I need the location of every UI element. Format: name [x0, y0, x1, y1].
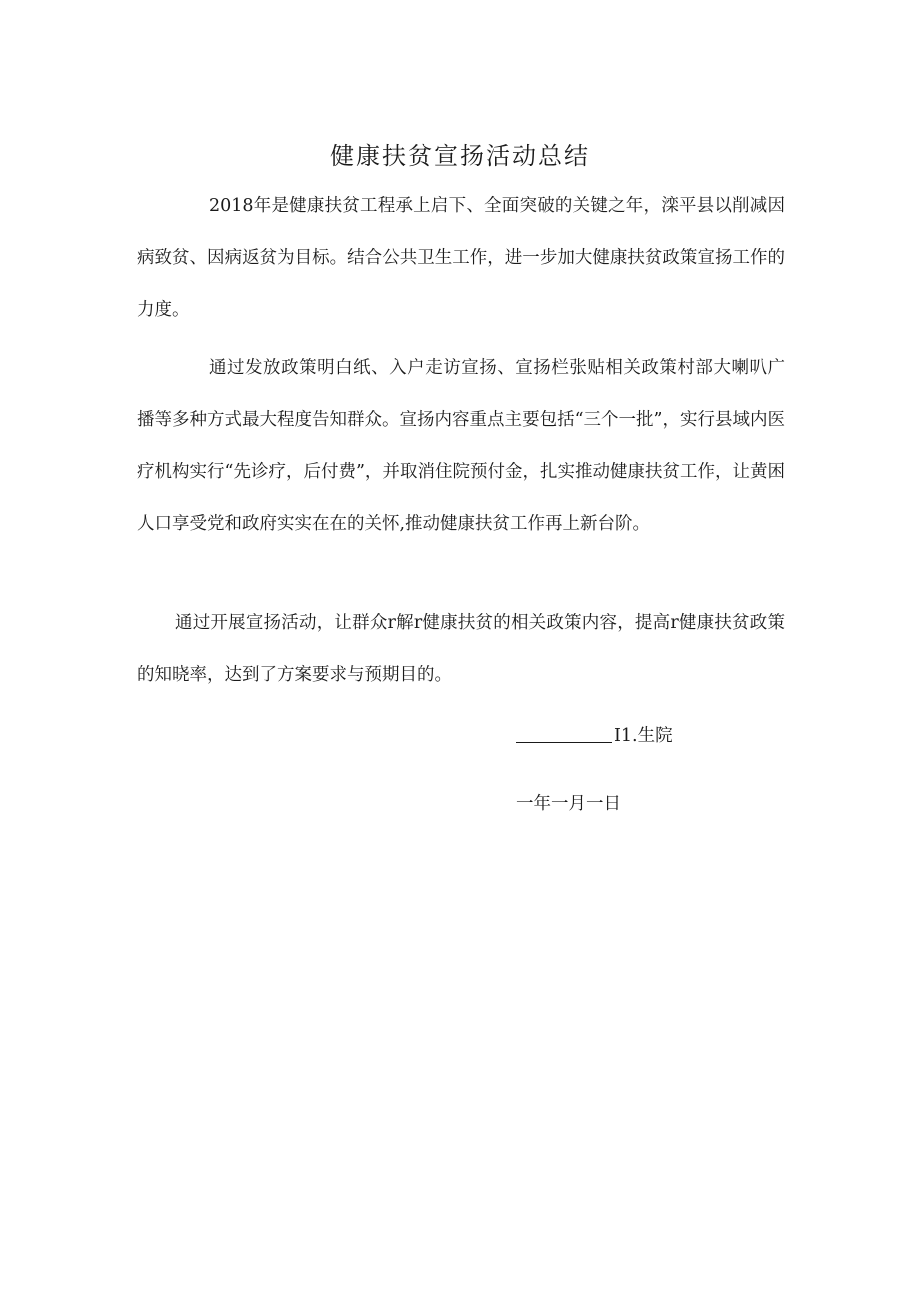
paragraph-intro: 2018年是健康扶贫工程承上启下、全面突破的关键之年，滦平县以削减因病致贫、因病返贫为目标。结合公共卫生工作，进一步加大健康扶贫政策宣扬工作的力度。	[137, 196, 785, 320]
paragraph-methods: 通过发放政策明白纸、入户走访宣扬、宣扬栏张贴相关政策村部大喇叭广播等多种方式最大程度告知群众。宣扬内容重点主要包括“三个一批”，实行县域内医疗机构实行“先诊疗，后付费”，并取消住院预付金，扎实推动健康扶贫工作，让黄困人口享受党和政府实实在在的关怀,推动健康扶贫工作再上新台阶。	[137, 358, 785, 534]
document-title: 健康扶贫宣扬活动总结	[330, 142, 590, 170]
signature-blank-line	[516, 716, 612, 743]
paragraph-conclusion: 通过开展宣扬活动，让群众r解r健康扶贫的相关政策内容，提高r健康扶贫政策的知晓率，达到了方案要求与预期目的。	[137, 613, 785, 685]
document-date: 一年一月一日	[516, 794, 621, 814]
signature-organization: I1.生院	[614, 726, 673, 746]
signature-block	[516, 716, 673, 756]
